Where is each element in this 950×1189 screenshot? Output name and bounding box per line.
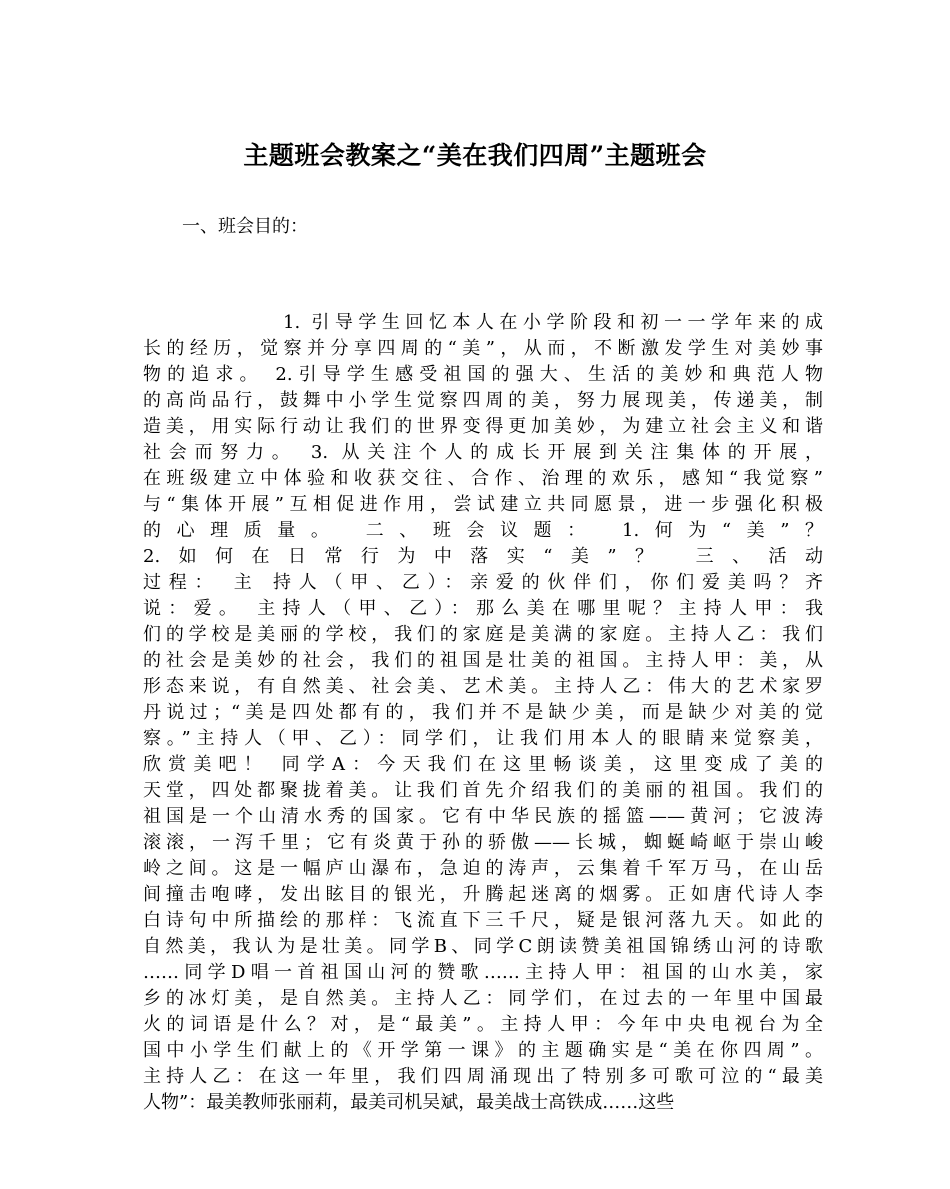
body-line: 自然美，我认为是壮美。同学B、同学C朗读赞美祖国锦绣山河的诗歌: [143, 936, 823, 957]
body-line: 丹说过；“美是四处都有的，我们并不是缺少美，而是缺少对美的觉: [143, 702, 823, 723]
body-line: 的社会是美妙的社会，我们的祖国是壮美的祖国。主持人甲：美，从: [143, 650, 823, 671]
body-line: 欣赏美吧！ 同学A：今天我们在这里畅谈美，这里变成了美的: [143, 754, 823, 775]
body-line: 形态来说，有自然美、社会美、艺术美。主持人乙：伟大的艺术家罗: [143, 676, 823, 697]
body-line: 1. 引导学生回忆本人在小学阶段和初一一学年来的成: [283, 312, 823, 333]
body-line: 们的学校是美丽的学校，我们的家庭是美满的家庭。主持人乙：我们: [143, 624, 823, 645]
body-line: 人物”：最美教师张丽莉，最美司机吴斌，最美战士高铁成……这些: [143, 1092, 675, 1113]
body-line: 的心理质量。 二、班会议题： 1.何为“美”？: [143, 520, 823, 541]
body-line: 长的经历，觉察并分享四周的“美”，从而，不断激发学生对美妙事: [143, 338, 823, 359]
body-line: 在班级建立中体验和收获交往、合作、治理的欢乐，感知“我觉察”: [143, 468, 823, 489]
body-line: 天堂，四处都聚拢着美。让我们首先介绍我们的美丽的祖国。我们的: [143, 780, 823, 801]
body-line: 滚滚，一泻千里；它有炎黄于孙的骄傲——长城，蜘蜒崎岖于崇山峻: [143, 832, 823, 853]
body-line: 造美，用实际行动让我们的世界变得更加美妙，为建立社会主义和谐: [143, 416, 823, 437]
body-line: 的高尚品行，鼓舞中小学生觉察四周的美，努力展现美，传递美，制: [143, 390, 823, 411]
body-line: 物的追求。 2.引导学生感受祖国的强大、生活的美妙和典范人物: [143, 364, 823, 385]
body-line: ……同学D唱一首祖国山河的赞歌……主持人甲：祖国的山水美，家: [143, 962, 823, 983]
body-line: 说：爱。 主持人（甲、乙）：那么美在哪里呢？主持人甲：我: [143, 598, 823, 619]
body-line: 间撞击咆哮，发出眩目的银光，升腾起迷离的烟雾。正如唐代诗人李: [143, 884, 823, 905]
body-line: 乡的冰灯美，是自然美。主持人乙：同学们，在过去的一年里中国最: [143, 988, 823, 1009]
body-line: 过程： 主 持人（甲、乙）：亲爱的伙伴们，你们爱美吗？齐: [143, 572, 823, 593]
body-line: 社会而努力。 3. 从关注个人的成长开展到关注集体的开展，: [143, 442, 823, 463]
body-line: 岭之间。这是一幅庐山瀑布，急迫的涛声，云集着千军万马，在山岳: [143, 858, 823, 879]
body-line: 火的词语是什么？对，是“最美”。主持人甲：今年中央电视台为全: [143, 1014, 823, 1035]
section-heading: 一、班会目的：: [182, 216, 308, 237]
body-line: 国中小学生们献上的《开学第一课》的主题确实是“美在你四周”。: [143, 1040, 823, 1061]
body-line: 主持人乙：在这一年里，我们四周涌现出了特别多可歌可泣的“最美: [143, 1066, 823, 1087]
body-line: 察。”主持人（甲、乙）：同学们，让我们用本人的眼睛来觉察美，: [143, 728, 823, 749]
body-line: 2.如何在日常行为中落实“美”？ 三、活动: [143, 546, 823, 567]
body-line: 祖国是一个山清水秀的国家。它有中华民族的摇篮——黄河；它波涛: [143, 806, 823, 827]
body-line: 与“集体开展”互相促进作用，尝试建立共同愿景，进一步强化积极: [143, 494, 823, 515]
document-title: 主题班会教案之“美在我们四周”主题班会: [243, 141, 707, 170]
body-line: 白诗句中所描绘的那样：飞流直下三千尺，疑是银河落九天。如此的: [143, 910, 823, 931]
